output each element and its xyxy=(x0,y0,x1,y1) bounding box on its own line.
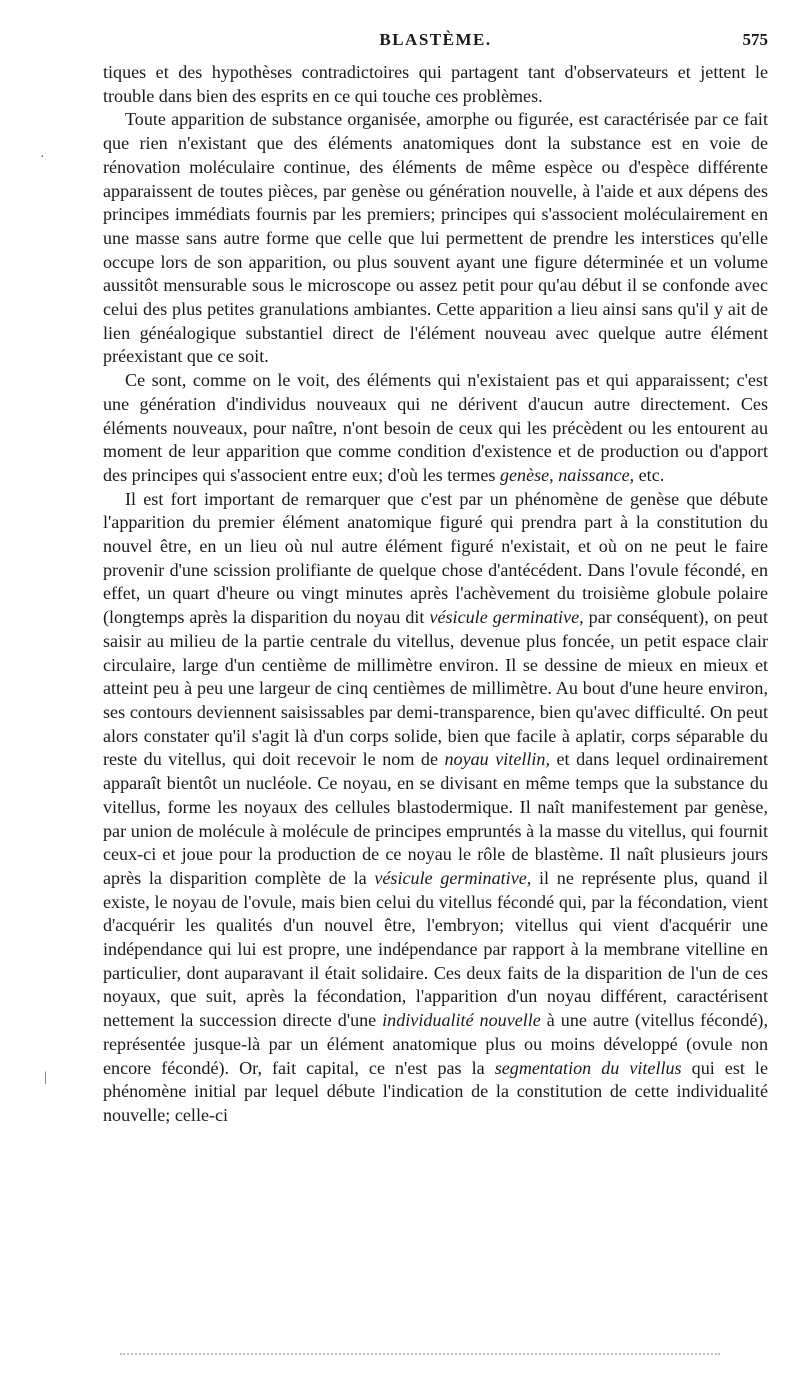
term-genese: genèse, xyxy=(499,464,554,485)
paragraph-4-text-f: qui est le phénomène initial par lequel débute l'indication de la constitution de cette individualité nouvelle; celle-ci xyxy=(103,1057,768,1125)
page-body xyxy=(103,61,768,1128)
paragraph-2-text: Toute apparition de substance organisée, amorphe ou figurée, est caractérisée par ce fait que rien n'existant que des éléments anatomiques dont la substance est en voie de rénovation moléculaire continue, des éléments de même espèce ou d'espèce différente apparaissent de toutes pièces, par genèse ou génération nouvelle, à l'aide et aux dépens des principes immédiats fournis par les premiers; principes qui s'associent moléculairement en une masse sans autre forme que celle que lui permettent de prendre les interstices qu'elle occupe lors de son apparition, ou plus souvent ayant une figure déterminée et un volume aussitôt mensurable sous le microscope ou assez petit pour qu'au début il se confonde avec celui des plus petites granulations ambiantes. Cette apparition a lieu ainsi sans qu'il y ait de lien généalogique substantiel direct de l'élément nouveau avec quelque autre élément préexistant que ce soit. xyxy=(103,109,768,367)
margin-dot: · xyxy=(40,150,45,165)
margin-tick: | xyxy=(44,1070,47,1085)
term-segmentation-du-vitellus: segmentation du vitellus xyxy=(494,1057,682,1078)
paragraph-4 xyxy=(103,488,768,1128)
paragraph-2 xyxy=(103,108,768,369)
paragraph-4-text-e: à une autre (vitellus fécondé), représentée jusque-là par un élément anatomique plus ou moins développé (ovule non encore fécondé). Or, fait capital, ce n'est pas la xyxy=(103,1010,768,1078)
paragraph-4-text-b: par conséquent), on peut saisir au milieu de la partie centrale du vitellus, devenue plus foncée, un petit espace clair circulaire, large d'un centième de millimètre environ. Il se dessine de mieux en mieux et atteint peu à peu une largeur de cinq centièmes de millimètre. Au bout d'une heure environ, ses contours deviennent saisissables par demi-transparence, bien qu'avec difficulté. On peut alors constater qu'il s'agit là d'un corps solide, bien que facile à aplatir, corps séparable du reste du vitellus, qui doit recevoir le nom de xyxy=(103,607,768,770)
term-vesicule-germinative: vésicule germinative, xyxy=(429,607,584,628)
term-naissance: naissance xyxy=(558,464,630,485)
paragraph-4-text-d: il ne représente plus, quand il existe, le noyau de l'ovule, mais bien celui du vitellus fécondé qui, par la fécondation, vient d'acquérir les qualités d'un nouvel être, l'embryon; vitellus qui vient d'acquérir une indépendance qui lui est propre, une indépendance par rapport à la membrane vitelline en particulier, dont auparavant il était solidaire. Ces deux faits de la disparition de l'un de ces noyaux, que suit, après la fécondation, l'apparition d'un noyau différent, caractérisent nettement la succession directe d'une xyxy=(103,867,768,1031)
paragraph-1 xyxy=(103,61,768,108)
paragraph-3 xyxy=(103,369,768,488)
paragraph-4-text-a: Il est fort important de remarquer que c'est par un phénomène de genèse que débute l'apparition du premier élément anatomique figuré qui prendra part à la constitution du nouvel être, en un lieu où nul autre élément figuré n'existait, et où on ne peut le faire provenir d'une scission prolifiante de quelque chose d'antécédent. Dans l'ovule fécondé, en effet, un quart d'heure ou vingt minutes après l'achèvement du troisième globule polaire (longtemps après la disparition du noyau dit xyxy=(103,488,768,628)
term-individualite-nouvelle: individualité nouvelle xyxy=(382,1010,541,1031)
paragraph-3-end: , etc. xyxy=(629,464,665,485)
page-header xyxy=(103,30,768,60)
term-vesicule-germinative-2: vésicule germinative, xyxy=(374,867,532,888)
running-title: BLASTÈME. xyxy=(379,30,492,49)
paragraph-1-text: tiques et des hypothèses contradictoires qui partagent tant d'observateurs et jettent le trouble dans bien des esprits en ce qui touche ces problèmes. xyxy=(103,62,768,106)
paragraph-4-text-c: et dans lequel ordinairement apparaît bientôt un nucléole. Ce noyau, en se divisant en même temps que la substance du vitellus, forme les noyaux des cellules blastodermique. Il naît manifestement par genèse, par union de molécule à molécule de principes empruntés à la masse du vitellus, qui fournit ceux-ci et joue pour la production de ce noyau le rôle de blastème. Il naît plusieurs jours après la disparition complète de la xyxy=(103,749,768,888)
paragraph-3-text: Ce sont, comme on le voit, des éléments qui n'existaient pas et qui apparaissent; c'est une génération d'individus nouveaux qui ne dérivent d'aucun autre directement. Ces éléments nouveaux, pour naître, n'ont besoin de ceux qui les précèdent ou les entourent au moment de leur apparition que comme condition d'existence et de production ou d'apport des principes qui s'associent entre eux; d'où les termes xyxy=(103,370,768,485)
term-noyau-vitellin: noyau vitellin, xyxy=(444,749,550,770)
bleed-through-noise xyxy=(120,1353,720,1358)
page-number: 575 xyxy=(742,30,768,49)
